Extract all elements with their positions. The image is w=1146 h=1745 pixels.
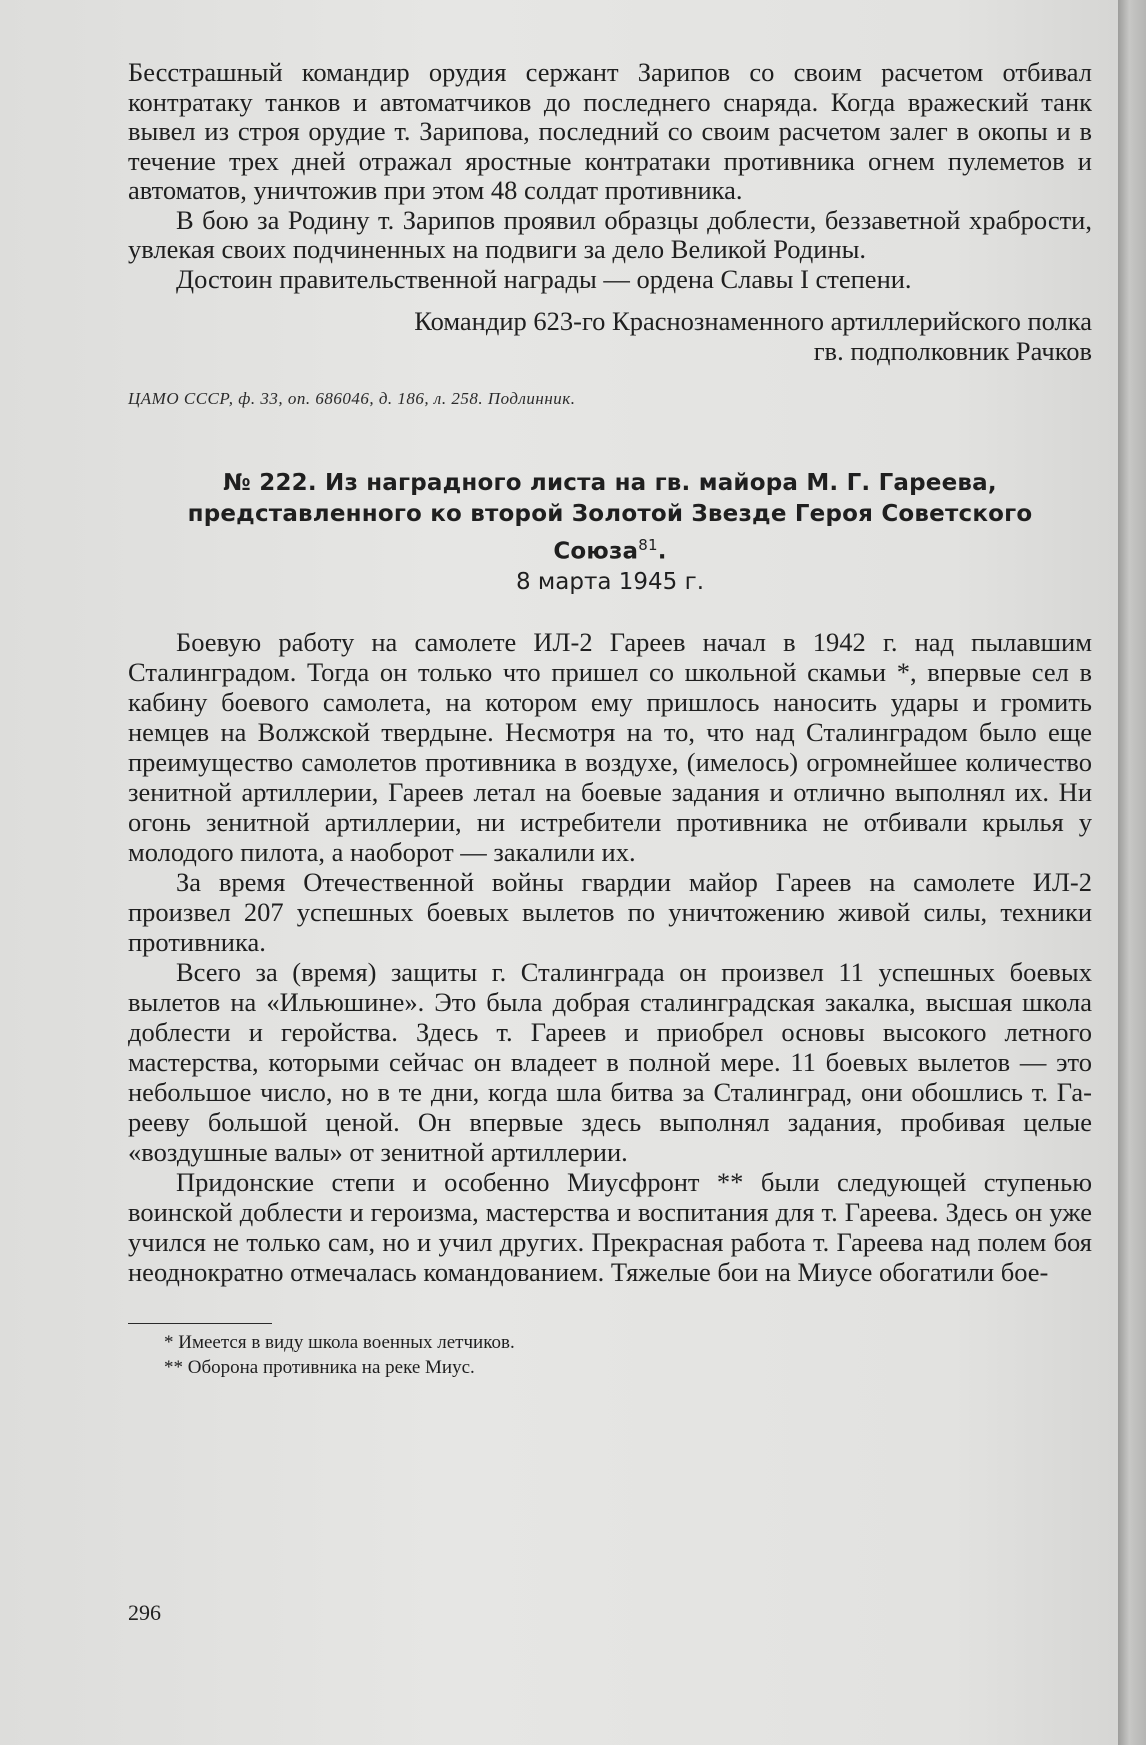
signature-line: Командир 623-го Краснознаменного артиллерийского полка <box>414 306 1092 336</box>
paragraph: Бесстрашный командир орудия сержант Зарипов со своим расчетом отбивал контратаку танков и автоматчиков до последнего снаряда. Когда вражеский танк вывел из строя орудие т. Зарипова, последний со своим расчетом залег в окопы и в течение трех дней отражал яростные контратаки противника огнем пулеметов и автоматов, уничтожив при этом 48 солдат противника. <box>128 57 1092 205</box>
document-title <box>128 468 1092 568</box>
paragraph: Достоин правительственной награды — ордена Славы I степени. <box>176 263 912 294</box>
document-body <box>128 627 1092 1287</box>
archive-reference: ЦАМО СССР, ф. 33, оп. 686046, д. 186, л. 258. Подлинник. <box>128 389 576 408</box>
title-note: 81 <box>638 535 658 554</box>
book-spine-edge <box>1118 0 1146 1745</box>
paragraph: Придонские степи и особенно Миусфронт ** были следующей ступенью воинской доблести и героизма, мастерства и воспитания для т. Гареева. Здесь он уже учился не только сам, но и учил других. Прекрасная работа т. Гареева над полем боя неоднократно отмечалась командованием. Тяжелые бои на Миусе обогатили бое- <box>128 1167 1092 1288</box>
page-content <box>128 58 1092 1380</box>
signature-line: гв. подполковник Рачков <box>813 336 1092 366</box>
paragraph: Боевую работу на самолете ИЛ-2 Гареев начал в 1942 г. над пылавшим Сталинградом. Тогда он только что пришел со школьной скамьи *, впервые сел в кабину боевого самолета, на котором ему пришлось наносить удары и громить немцев на Волжской твердыне. Несмотря на то, что над Сталинградом было еще преимущество самолетов противника в воздухе, (имелось) огромнейшее количество зенитной артиллерии, Гареев летал на боевые задания и отлично выполнял их. Ни огонь зенитной артиллерии, ни истребители противника не отбивали крылья у молодого пилота, а наоборот — закалили их. <box>128 627 1092 868</box>
title-end: . <box>657 538 667 565</box>
document-date: 8 марта 1945 г. <box>515 569 705 596</box>
page-number: 296 <box>128 1600 161 1625</box>
footnotes <box>128 1330 1092 1380</box>
paragraph: Всего за (время) защиты г. Сталинграда он произвел 11 успешных боевых вылетов на «Ильюшине». Это была добрая сталинградская закалка, высшая школа доблести и геройства. Здесь т. Гареев и приобрел основы высокого летного мастерства, которыми сейчас он владеет в полной мере. 11 боевых вылетов — это небольшое число, но в те дни, когда шла битва за Сталинград, они обошлись т. Гарееву большой ценой. Он впервые здесь выполнял задания, пробивая целые «воздушные валы» от зенитной артиллерии. <box>128 957 1092 1168</box>
document-title-text: № 222. Из наградного листа на гв. майора М. Г. Гареева, представленного ко второй Золотой Звезде Героя Советского Союза <box>187 469 1033 565</box>
paragraph: За время Отечественной войны гвардии майор Гареев на самолете ИЛ-2 произвел 207 успешных боевых вылетов по уничтожению живой силы, техники противника. <box>128 867 1092 958</box>
footnote: ** Оборона противника на реке Миус. <box>164 1357 475 1379</box>
footnote-divider <box>128 1323 272 1324</box>
paragraph: В бою за Родину т. Зарипов проявил образцы доблести, беззаветной храбрости, увлекая своих подчиненных на подвиги за дело Великой Родины. <box>128 204 1092 264</box>
signature-block <box>128 306 1092 366</box>
footnote: * Имеется в виду школа военных летчиков. <box>164 1332 515 1354</box>
